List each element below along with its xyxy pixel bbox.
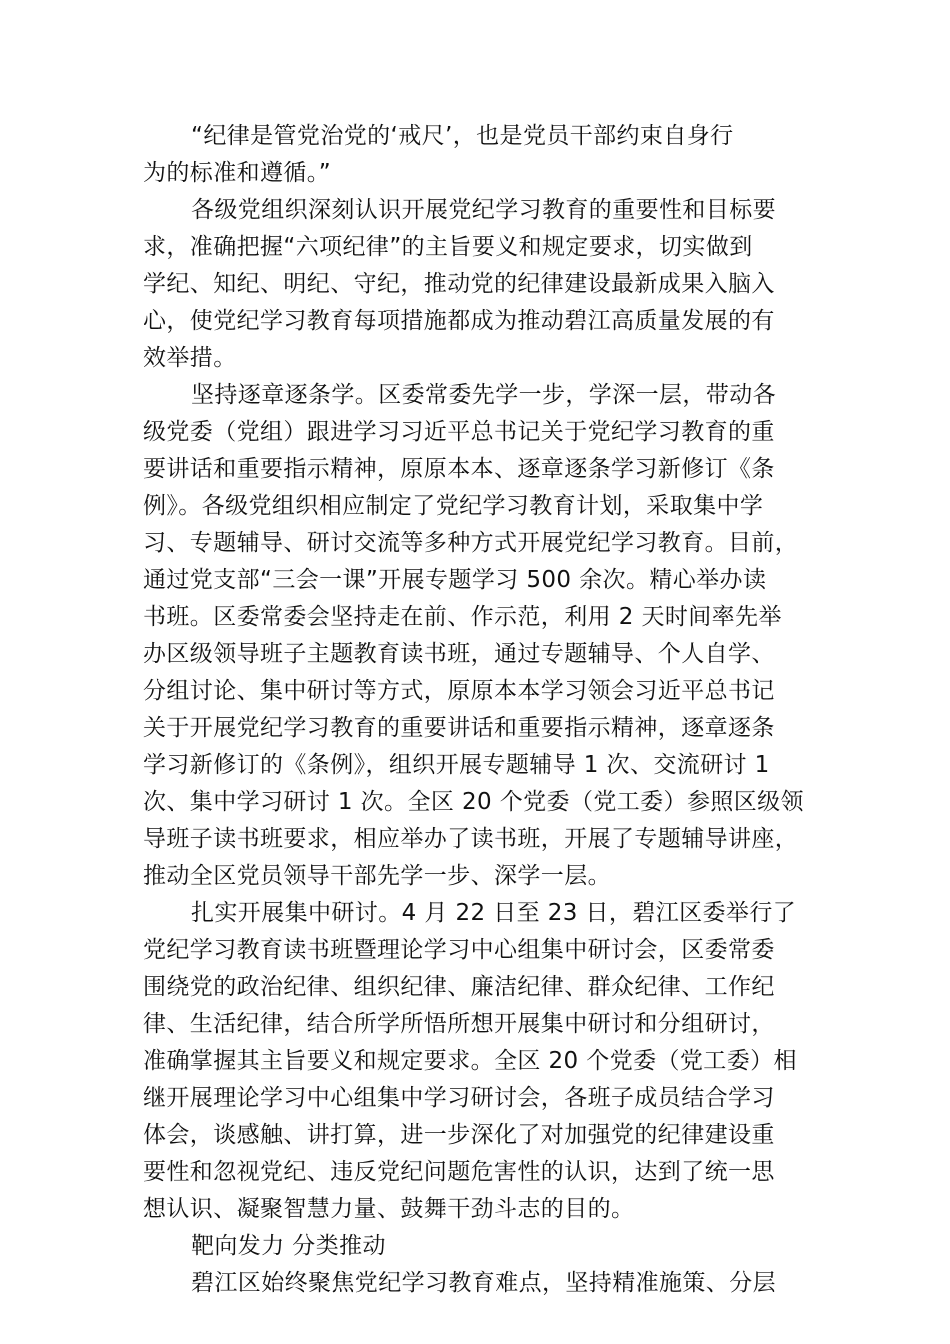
text-line: 准确掌握其主旨要义和规定要求。全区 20 个党委（党工委）相 xyxy=(143,1048,797,1074)
text-line: 通过党支部“三会一课”开展专题学习 500 余次。精心举办读 xyxy=(143,567,767,593)
text-line: 心，使党纪学习教育每项措施都成为推动碧江高质量发展的有 xyxy=(143,308,775,334)
text-line: 为的标准和遵循。” xyxy=(143,160,332,186)
text-line: “纪律是管党治党的‘戒尺’，也是党员干部约束自身行 xyxy=(191,123,734,149)
text-line: 推动全区党员领导干部先学一步、深学一层。 xyxy=(143,863,611,889)
text-line: 办区级领导班子主题教育读书班，通过专题辅导、个人自学、 xyxy=(143,641,775,667)
text-line: 碧江区始终聚焦党纪学习教育难点，坚持精准施策、分层 xyxy=(191,1270,776,1296)
text-line: 继开展理论学习中心组集中学习研讨会，各班子成员结合学习 xyxy=(143,1085,775,1111)
text-line: 想认识、凝聚智慧力量、鼓舞干劲斗志的目的。 xyxy=(143,1196,635,1222)
text-line: 扎实开展集中研讨。4 月 22 日至 23 日，碧江区委举行了 xyxy=(191,900,797,926)
text-line: 级党委（党组）跟进学习习近平总书记关于党纪学习教育的重 xyxy=(143,419,775,445)
text-line: 党纪学习教育读书班暨理论学习中心组集中研讨会，区委常委 xyxy=(143,937,775,963)
text-line: 体会，谈感触、讲打算，进一步深化了对加强党的纪律建设重 xyxy=(143,1122,775,1148)
text-line: 坚持逐章逐条学。区委常委先学一步，学深一层，带动各 xyxy=(191,382,776,408)
text-line: 习、专题辅导、研讨交流等多种方式开展党纪学习教育。目前， xyxy=(143,530,799,556)
text-line: 效举措。 xyxy=(143,345,237,371)
text-line: 围绕党的政治纪律、组织纪律、廉洁纪律、群众纪律、工作纪 xyxy=(143,974,775,1000)
text-line: 导班子读书班要求，相应举办了读书班，开展了专题辅导讲座， xyxy=(143,826,799,852)
text-line: 学习新修订的《条例》，组织开展专题辅导 1 次、交流研讨 1 xyxy=(143,752,770,778)
text-line: 学纪、知纪、明纪、守纪，推动党的纪律建设最新成果入脑入 xyxy=(143,271,775,297)
text-line: 次、集中学习研讨 1 次。全区 20 个党委（党工委）参照区级领 xyxy=(143,789,804,815)
text-line: 靶向发力 分类推动 xyxy=(191,1233,386,1259)
text-line: 律、生活纪律，结合所学所悟所想开展集中研讨和分组研讨， xyxy=(143,1011,775,1037)
text-line: 各级党组织深刻认识开展党纪学习教育的重要性和目标要 xyxy=(191,197,776,223)
text-line: 分组讨论、集中研讨等方式，原原本本学习领会习近平总书记 xyxy=(143,678,775,704)
text-line: 要性和忽视党纪、违反党纪问题危害性的认识，达到了统一思 xyxy=(143,1159,775,1185)
text-line: 关于开展党纪学习教育的重要讲话和重要指示精神，逐章逐条 xyxy=(143,715,775,741)
document-body xyxy=(143,118,823,1302)
text-line: 要讲话和重要指示精神，原原本本、逐章逐条学习新修订《条 xyxy=(143,456,775,482)
text-line: 求，准确把握“六项纪律”的主旨要义和规定要求，切实做到 xyxy=(143,234,753,260)
text-line: 书班。区委常委会坚持走在前、作示范，利用 2 天时间率先举 xyxy=(143,604,782,630)
text-line: 例》。各级党组织相应制定了党纪学习教育计划，采取集中学 xyxy=(143,493,764,519)
